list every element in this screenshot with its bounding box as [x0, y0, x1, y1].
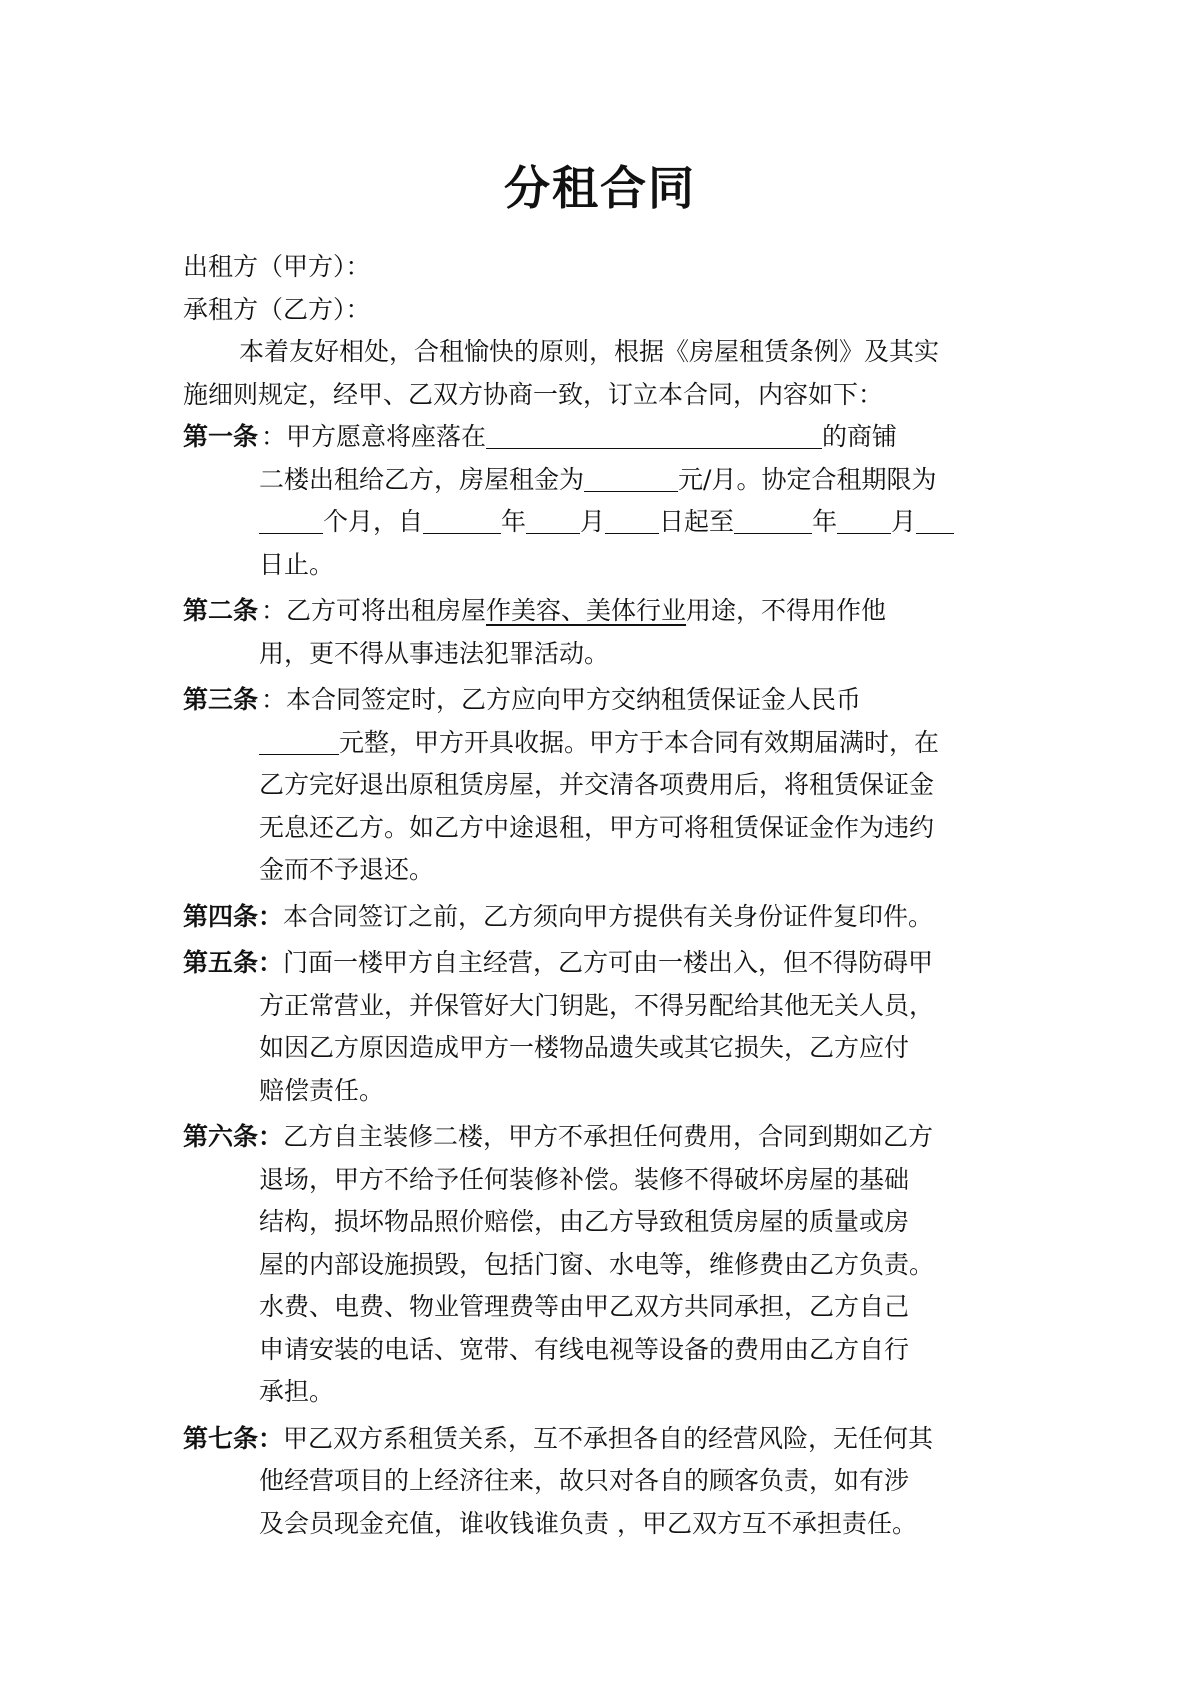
article-6-label: 第六条：	[183, 1122, 284, 1151]
article-1	[183, 416, 1025, 586]
article-6-line-2: 退场，甲方不给予任何装修补偿。装修不得破坏房屋的基础	[259, 1164, 910, 1194]
article-6-line-6: 申请安装的电话、宽带、有线电视等设备的费用由乙方自行	[259, 1334, 910, 1364]
article-7-line-2: 他经营项目的上经济往来，故只对各自的顾客负责，如有涉	[259, 1466, 910, 1495]
address-blank	[486, 418, 822, 449]
start-month-blank	[526, 503, 580, 534]
rent-blank	[584, 461, 678, 492]
article-5-line-2: 方正常营业，并保管好大门钥匙，不得另配给其他无关人员，	[259, 990, 935, 1020]
article-1-year-label: 年	[501, 507, 527, 536]
article-7-label: 第七条：	[183, 1423, 284, 1453]
article-7-line-1: 甲乙双方系租赁关系，互不承担各自的经营风险，无任何其	[283, 1423, 934, 1453]
article-5-line-1: 门面一楼甲方自主经营，乙方可由一楼出入，但不得防碍甲	[283, 948, 934, 977]
article-1-line-3a: 个月，自	[323, 507, 424, 536]
article-1-end-month-label: 月	[891, 507, 917, 536]
article-1-text: ：甲方愿意将座落在	[261, 422, 487, 451]
article-4-text: 本合同签订之前，乙方须向甲方提供有关身份证件复印件。	[283, 901, 934, 931]
end-month-blank	[837, 503, 891, 534]
article-6-line-5: 水费、电费、物业管理费等由甲乙双方共同承担，乙方自己	[259, 1292, 910, 1321]
article-1-text-b: 的商铺	[822, 422, 898, 451]
article-6-line-4: 屋的内部设施损毁，包括门窗、水电等，维修费由乙方负责。	[259, 1249, 935, 1279]
article-6-line-3: 结构，损坏物品照价赔偿，由乙方导致租赁房屋的质量或房	[259, 1207, 910, 1236]
article-4-label: 第四条：	[183, 901, 284, 931]
lessor-line: 出租方（甲方）：	[183, 252, 371, 281]
article-4	[183, 896, 1025, 939]
document-title: 分租合同	[504, 161, 696, 215]
article-3-label: 第三条	[183, 685, 259, 714]
lessee-line: 承租方（乙方）：	[183, 294, 371, 324]
article-3-line-4: 无息还乙方。如乙方中途退租，甲方可将租赁保证金作为违约	[259, 812, 935, 842]
article-3-line-2: 元整，甲方开具收据。甲方于本合同有效期届满时，在	[339, 727, 940, 757]
article-1-line-2b: 元/月。协定合租期限为	[678, 464, 937, 494]
article-7-line-3: 及会员现金充值，谁收钱谁负责 ，甲乙双方互不承担责任。	[259, 1508, 917, 1538]
article-2-text: ：乙方可将出租房屋	[261, 596, 487, 625]
contract-body	[183, 246, 1025, 1545]
article-2-text-b: 用途，不得用作他	[686, 596, 887, 625]
preamble-line-1: 本着友好相处，合租愉快的原则，根据《房屋租赁条例》及其实	[239, 337, 940, 366]
article-2-label: 第二条	[183, 596, 259, 625]
article-3-line-5: 金而不予退还。	[259, 855, 435, 884]
article-5-line-3: 如因乙方原因造成甲方一楼物品遗失或其它损失，乙方应付	[259, 1033, 910, 1062]
article-5-label: 第五条：	[183, 948, 284, 977]
article-6	[183, 1116, 1025, 1414]
article-5	[183, 942, 1025, 1112]
article-1-month-label: 月	[580, 507, 606, 536]
start-year-blank	[423, 503, 501, 534]
article-5-line-4: 赔偿责任。	[259, 1075, 385, 1105]
start-day-blank	[605, 503, 659, 534]
article-3-line-3: 乙方完好退出原租赁房屋，并交清各项费用后，将租赁保证金	[259, 770, 935, 799]
deposit-blank	[259, 724, 339, 755]
article-1-line-4: 日止。	[259, 549, 335, 579]
article-2-line-2: 用，更不得从事违法犯罪活动。	[259, 638, 610, 668]
article-1-end-year-label: 年	[812, 507, 838, 536]
preamble-line-2: 施细则规定，经甲、乙双方协商一致，订立本合同，内容如下：	[183, 379, 884, 409]
end-day-blank	[916, 503, 954, 534]
article-2-underlined-use: 作美容、美体行业	[486, 596, 687, 625]
end-year-blank	[734, 503, 812, 534]
article-1-label: 第一条	[183, 422, 259, 451]
article-6-line-1: 乙方自主装修二楼，甲方不承担任何费用，合同到期如乙方	[283, 1122, 934, 1151]
months-blank	[259, 503, 323, 534]
article-1-until-label: 日起至	[659, 507, 735, 536]
article-3	[183, 679, 1025, 892]
article-2	[183, 590, 1025, 675]
article-7	[183, 1418, 1025, 1546]
article-6-line-7: 承担。	[259, 1377, 335, 1406]
article-3-text: ：本合同签定时，乙方应向甲方交纳租赁保证金人民币	[261, 685, 862, 714]
article-1-line-2a: 二楼出租给乙方，房屋租金为	[259, 464, 585, 494]
